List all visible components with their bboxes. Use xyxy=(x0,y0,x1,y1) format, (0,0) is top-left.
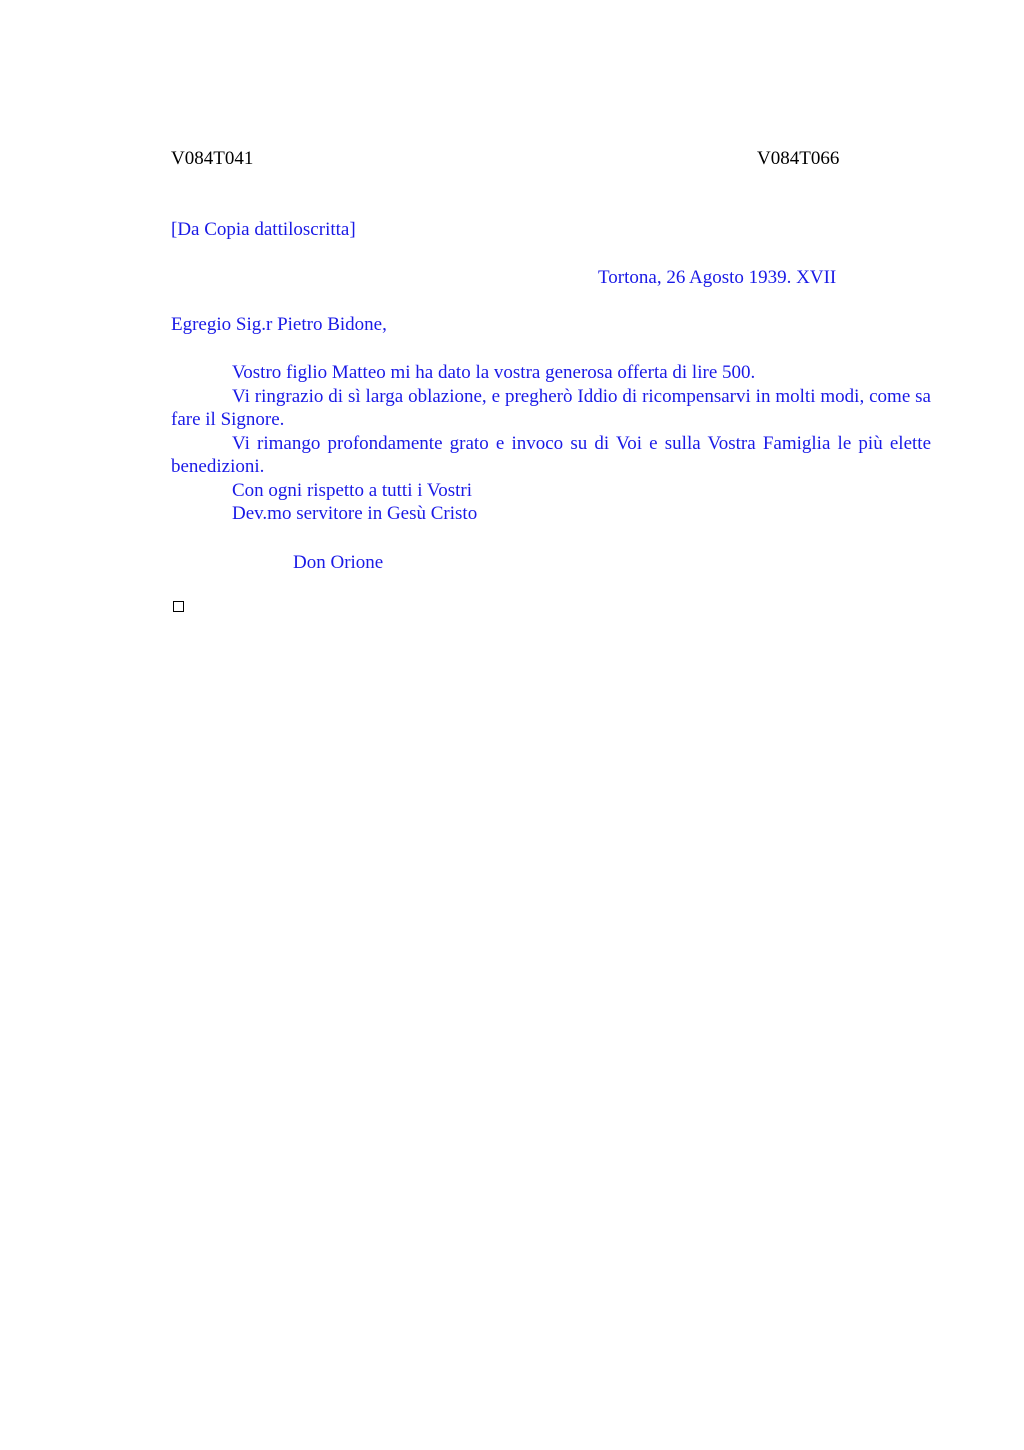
letter-paragraph: Con ogni rispetto a tutti i Vostri xyxy=(232,479,472,501)
letter-paragraph: Vi rimango profondamente grato e invoco su di Voi e sulla Vostra Famiglia le più elette benedizioni. xyxy=(171,432,931,477)
end-of-document-square-icon xyxy=(173,601,184,612)
letter-paragraph: Dev.mo servitore in Gesù Cristo xyxy=(232,503,478,524)
salutation: Egregio Sig.r Pietro Bidone, xyxy=(171,314,387,335)
letter-body xyxy=(171,361,931,526)
document-code-left: V084T041 xyxy=(171,148,254,169)
source-note: [Da Copia dattiloscritta] xyxy=(171,219,356,240)
signature: Don Orione xyxy=(293,552,384,573)
letter-paragraph: Vostro figlio Matteo mi ha dato la vostra generosa offerta di lire 500. xyxy=(232,362,756,383)
letter-paragraph: Vi ringrazio di sì larga oblazione, e pregherò Iddio di ricompensarvi in molti modi, come sa fare il Signore. xyxy=(171,385,931,430)
date-line: Tortona, 26 Agosto 1939. XVII xyxy=(598,267,837,288)
document-code-right: V084T066 xyxy=(757,148,840,169)
